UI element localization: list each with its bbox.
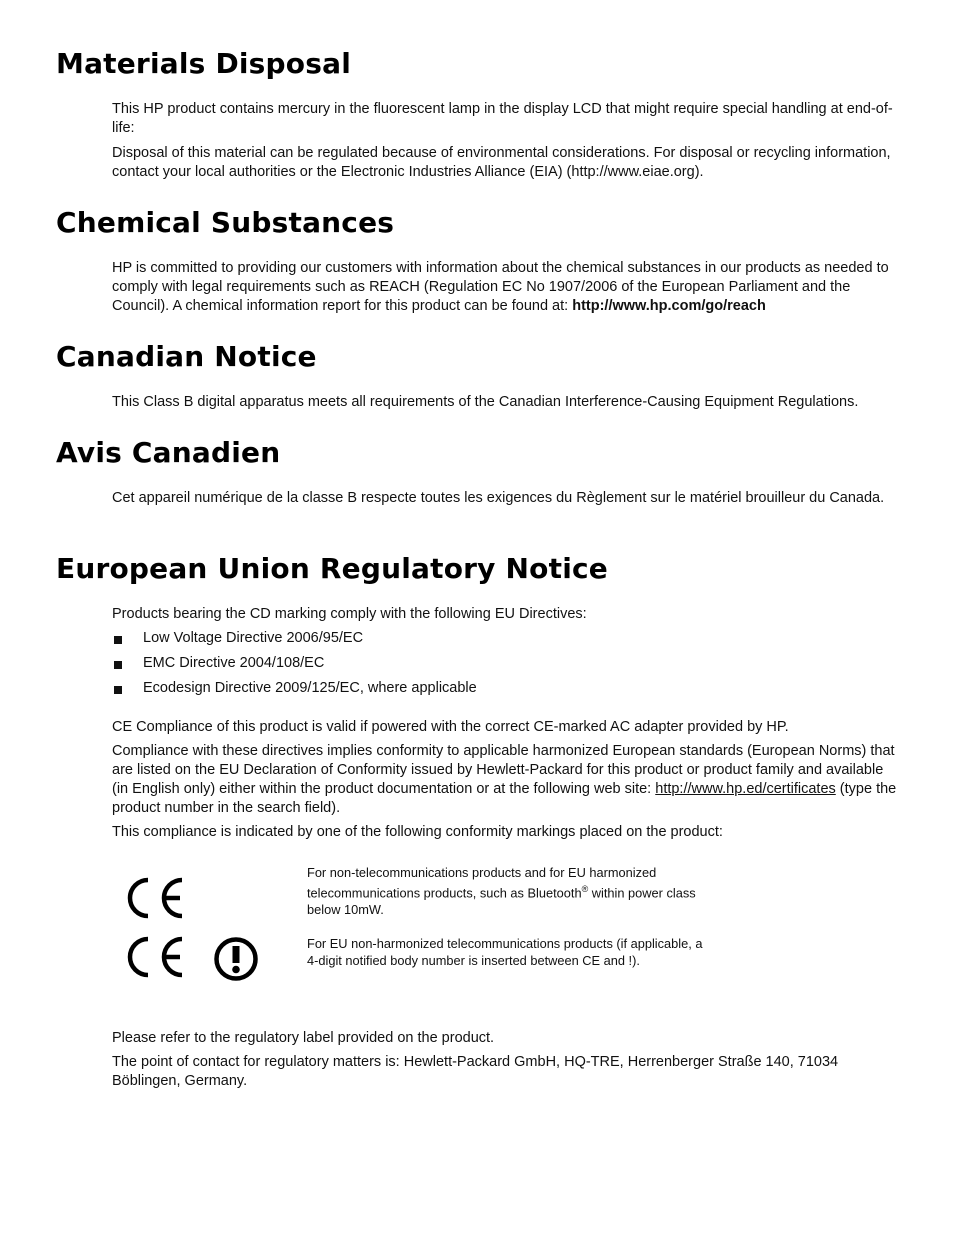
bullet-square-icon (114, 686, 122, 694)
ce-mark-description-text: For non-telecommunications products and for EU harmonized telecommunications products, such as Bluetooth (307, 865, 657, 901)
heading-canadian-notice: Canadian Notice (56, 340, 317, 373)
ce-mark-icon (120, 876, 186, 920)
chemical-paragraph (112, 259, 898, 316)
alert-mark-description: For EU non-harmonized telecommunications products (if applicable, a 4-digit notified body number is inserted between CE and !). (307, 936, 703, 968)
materials-paragraph-1: This HP product contains mercury in the fluorescent lamp in the display LCD that might require special handling at end-of-life: (112, 101, 893, 136)
ce-mark-description (307, 864, 707, 918)
directives-compliance-text: Compliance with these directives implies conformity to applicable harmonized European standards (European Norms) that are listed on the EU Declaration of Conformity issued by Hewlett-Packard for this product or product family and available (in English only) either within the product documentation or at the following web site: (112, 743, 895, 797)
markings-intro: This compliance is indicated by one of the following conformity markings placed on the product: (112, 824, 723, 840)
ce-compliance-paragraph: CE Compliance of this product is valid if powered with the correct CE-marked AC adapter provided by HP. (112, 719, 789, 735)
bullet-square-icon (114, 636, 122, 644)
certificates-link[interactable]: http://www.hp.ed/certificates (655, 781, 836, 797)
registered-mark: ® (581, 884, 589, 894)
contact-paragraph: The point of contact for regulatory matters is: Hewlett-Packard GmbH, HQ-TRE, Herrenberger Straße 140, 71034 Böblingen, Germany. (112, 1054, 839, 1089)
heading-avis-canadien: Avis Canadien (56, 436, 281, 469)
ce-mark-description-tail: within power class below 10mW. (307, 885, 696, 918)
list-item-text: Ecodesign Directive 2009/125/EC, where applicable (143, 680, 477, 696)
bullet-square-icon (114, 661, 122, 669)
canadian-paragraph: This Class B digital apparatus meets all requirements of the Canadian Interference-Causing Equipment Regulations. (112, 394, 859, 410)
regulatory-label-paragraph: Please refer to the regulatory label provided on the product. (112, 1030, 495, 1046)
reach-link[interactable]: http://www.hp.com/go/reach (572, 298, 766, 314)
list-item-text: Low Voltage Directive 2006/95/EC (143, 630, 364, 646)
avis-paragraph: Cet appareil numérique de la classe B respecte toutes les exigences du Règlement sur le matériel brouilleur du Canada. (112, 490, 885, 506)
ce-mark-icon (120, 935, 186, 979)
directives-compliance-paragraph (112, 742, 898, 818)
chemical-paragraph-text: HP is committed to providing our customers with information about the chemical substances in our products as needed to comply with legal requirements such as REACH (Regulation EC No 1907/2006 of the European Parliament and the Council). A chemical information report for this product can be found at: (112, 260, 889, 314)
heading-materials-disposal: Materials Disposal (56, 47, 351, 80)
alert-exclamation-icon (213, 936, 259, 982)
materials-paragraph-2: Disposal of this material can be regulated because of environmental considerations. For disposal or recycling information, contact your local authorities or the Electronic Industries Alliance (EIA) (http://www.eiae.org). (112, 145, 891, 180)
heading-chemical-substances: Chemical Substances (56, 206, 395, 239)
eu-intro: Products bearing the CD marking comply with the following EU Directives: (112, 606, 587, 622)
heading-eu-regulatory-notice: European Union Regulatory Notice (56, 552, 608, 585)
directives-compliance-tail: (type the product number in the search field). (112, 781, 897, 816)
list-item-text: EMC Directive 2004/108/EC (143, 655, 325, 671)
